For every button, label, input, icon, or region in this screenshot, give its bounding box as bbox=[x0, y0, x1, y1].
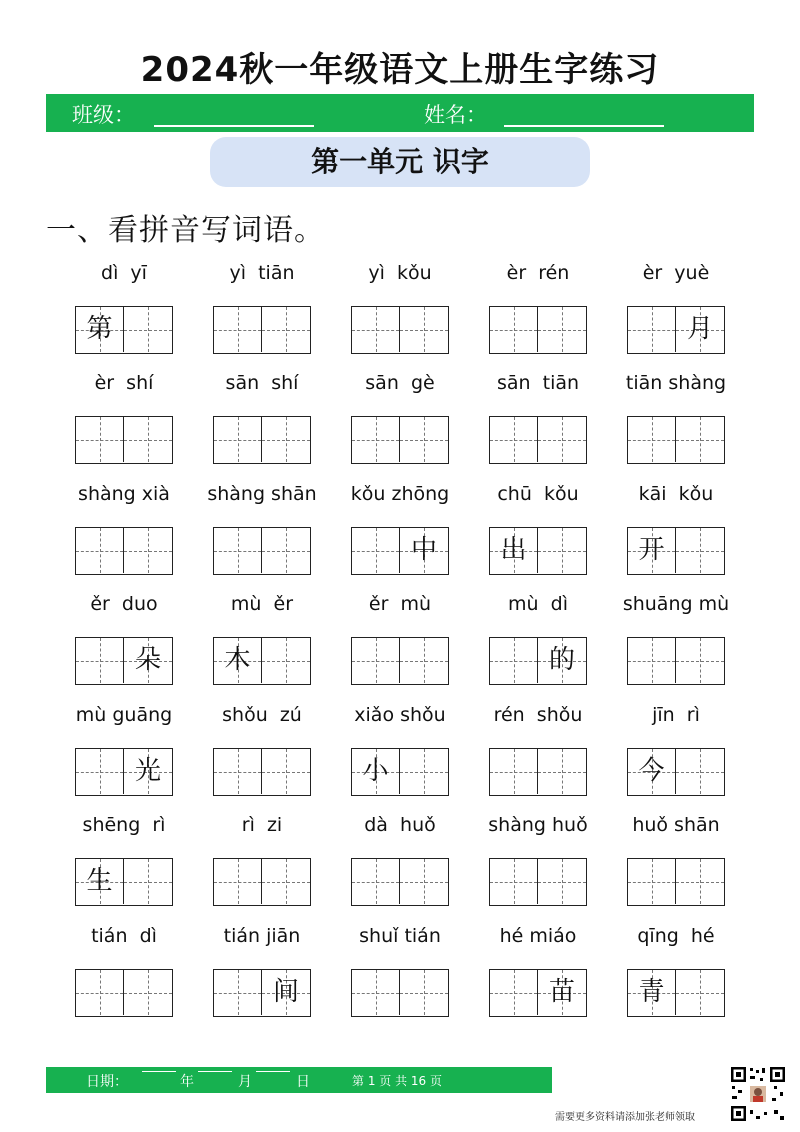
writing-box[interactable] bbox=[490, 417, 538, 462]
pinyin-label: mù guāng bbox=[75, 704, 173, 726]
day-field[interactable] bbox=[256, 1071, 290, 1072]
writing-box[interactable] bbox=[490, 859, 538, 904]
writing-box[interactable] bbox=[538, 528, 586, 573]
footer-bar bbox=[46, 1067, 552, 1093]
given-character bbox=[76, 528, 123, 573]
writing-grid bbox=[72, 262, 740, 1032]
writing-box[interactable] bbox=[352, 638, 400, 683]
writing-box[interactable] bbox=[214, 859, 262, 904]
given-character bbox=[538, 528, 586, 573]
writing-box[interactable] bbox=[538, 859, 586, 904]
given-character bbox=[676, 749, 724, 794]
word-cell bbox=[348, 372, 452, 482]
pinyin-label: sān tiān bbox=[496, 372, 580, 394]
given-character bbox=[538, 859, 586, 904]
pinyin-label: shàng huǒ bbox=[488, 814, 588, 836]
word-cell bbox=[486, 925, 590, 1035]
given-character bbox=[400, 749, 448, 794]
given-character bbox=[400, 417, 448, 462]
writing-box[interactable] bbox=[214, 307, 262, 352]
given-character bbox=[124, 417, 172, 462]
pinyin-label: dì yī bbox=[101, 262, 147, 284]
given-character bbox=[214, 307, 261, 352]
writing-box[interactable] bbox=[214, 749, 262, 794]
writing-box[interactable] bbox=[124, 638, 172, 683]
year-field[interactable] bbox=[142, 1071, 176, 1072]
writing-box[interactable] bbox=[538, 638, 586, 683]
word-cell bbox=[72, 372, 176, 482]
writing-box[interactable] bbox=[490, 749, 538, 794]
word-cell bbox=[624, 925, 728, 1035]
given-character bbox=[262, 859, 310, 904]
writing-box[interactable] bbox=[628, 749, 676, 794]
tian-grid-pair bbox=[351, 748, 449, 796]
tian-grid-pair bbox=[75, 306, 173, 354]
pinyin-label: yì kǒu bbox=[368, 262, 432, 284]
pinyin-label: huǒ shān bbox=[632, 814, 720, 836]
tian-grid-pair bbox=[213, 858, 311, 906]
writing-box[interactable] bbox=[262, 749, 310, 794]
given-character bbox=[214, 970, 261, 1015]
writing-box[interactable] bbox=[76, 749, 124, 794]
given-character bbox=[676, 638, 724, 683]
writing-box[interactable] bbox=[76, 528, 124, 573]
given-character bbox=[628, 638, 675, 683]
tian-grid-pair bbox=[213, 416, 311, 464]
writing-box[interactable] bbox=[124, 970, 172, 1015]
qr-caption: 需要更多资料请添加张老师领取 bbox=[555, 1112, 695, 1123]
tian-grid-pair bbox=[75, 637, 173, 685]
writing-box[interactable] bbox=[124, 749, 172, 794]
word-cell bbox=[486, 593, 590, 703]
writing-box[interactable] bbox=[538, 970, 586, 1015]
writing-box[interactable] bbox=[214, 638, 262, 683]
writing-box[interactable] bbox=[214, 417, 262, 462]
given-character: 出 bbox=[500, 535, 527, 565]
section-heading: 一、看拼音写词语。 bbox=[46, 213, 325, 248]
given-character: 苗 bbox=[548, 977, 575, 1007]
given-character bbox=[538, 417, 586, 462]
page-title: 2024秋一年级语文上册生字练习 bbox=[140, 50, 660, 90]
given-character bbox=[676, 417, 724, 462]
word-cell bbox=[624, 593, 728, 703]
writing-box[interactable] bbox=[76, 638, 124, 683]
word-cell bbox=[486, 483, 590, 593]
given-character bbox=[676, 528, 724, 573]
given-character bbox=[262, 638, 310, 683]
word-cell bbox=[72, 483, 176, 593]
pinyin-label: kāi kǒu bbox=[638, 483, 714, 505]
writing-box[interactable] bbox=[352, 307, 400, 352]
given-character bbox=[676, 970, 724, 1015]
word-cell bbox=[348, 704, 452, 814]
word-cell bbox=[348, 814, 452, 924]
word-cell bbox=[72, 925, 176, 1035]
pinyin-label: ěr duo bbox=[90, 593, 158, 615]
pinyin-label: kǒu zhōng bbox=[350, 483, 450, 505]
given-character bbox=[262, 528, 310, 573]
tian-grid-pair bbox=[75, 748, 173, 796]
tian-grid-pair bbox=[489, 637, 587, 685]
word-cell bbox=[72, 262, 176, 372]
pinyin-label: shēng rì bbox=[82, 814, 166, 836]
day-label: 日 bbox=[296, 1074, 310, 1090]
writing-box[interactable] bbox=[352, 859, 400, 904]
given-character: 月 bbox=[686, 314, 713, 344]
writing-box[interactable] bbox=[628, 307, 676, 352]
tian-grid-pair bbox=[213, 637, 311, 685]
writing-box[interactable] bbox=[490, 307, 538, 352]
given-character bbox=[676, 859, 724, 904]
writing-box[interactable] bbox=[628, 528, 676, 573]
pinyin-label: èr rén bbox=[506, 262, 570, 284]
writing-box[interactable] bbox=[214, 528, 262, 573]
given-character bbox=[262, 307, 310, 352]
tian-grid-pair bbox=[489, 748, 587, 796]
tian-grid-pair bbox=[627, 527, 725, 575]
writing-box[interactable] bbox=[262, 417, 310, 462]
given-character bbox=[400, 638, 448, 683]
word-cell bbox=[72, 704, 176, 814]
pinyin-label: dà huǒ bbox=[364, 814, 436, 836]
tian-grid-pair bbox=[489, 969, 587, 1017]
writing-box[interactable] bbox=[628, 859, 676, 904]
pinyin-label: mù ěr bbox=[230, 593, 294, 615]
tian-grid-pair bbox=[351, 527, 449, 575]
given-character bbox=[490, 749, 537, 794]
tian-grid-pair bbox=[351, 306, 449, 354]
given-character bbox=[214, 528, 261, 573]
tian-grid-pair bbox=[75, 416, 173, 464]
name-field[interactable] bbox=[504, 125, 664, 127]
given-character: 青 bbox=[638, 977, 665, 1007]
pinyin-label: sān shí bbox=[225, 372, 299, 394]
writing-box[interactable] bbox=[490, 970, 538, 1015]
tian-grid-pair bbox=[627, 306, 725, 354]
writing-box[interactable] bbox=[76, 417, 124, 462]
word-cell bbox=[72, 814, 176, 924]
writing-box[interactable] bbox=[76, 859, 124, 904]
tian-grid-pair bbox=[351, 637, 449, 685]
tian-grid-pair bbox=[627, 858, 725, 906]
given-character bbox=[214, 417, 261, 462]
writing-box[interactable] bbox=[352, 749, 400, 794]
writing-box[interactable] bbox=[262, 307, 310, 352]
unit-title: 第一单元 识字 bbox=[210, 137, 590, 187]
pinyin-label: èr yuè bbox=[642, 262, 710, 284]
writing-box[interactable] bbox=[400, 638, 448, 683]
given-character bbox=[538, 307, 586, 352]
writing-box[interactable] bbox=[352, 417, 400, 462]
name-label: 姓名： bbox=[424, 103, 487, 127]
word-cell bbox=[624, 372, 728, 482]
writing-box[interactable] bbox=[400, 528, 448, 573]
writing-box[interactable] bbox=[538, 749, 586, 794]
given-character bbox=[628, 859, 675, 904]
given-character bbox=[352, 970, 399, 1015]
writing-box[interactable] bbox=[400, 859, 448, 904]
tian-grid-pair bbox=[351, 416, 449, 464]
word-cell bbox=[624, 483, 728, 593]
given-character: 光 bbox=[134, 756, 161, 786]
writing-box[interactable] bbox=[538, 417, 586, 462]
tian-grid-pair bbox=[351, 969, 449, 1017]
writing-box[interactable] bbox=[124, 528, 172, 573]
tian-grid-pair bbox=[351, 858, 449, 906]
given-character bbox=[400, 307, 448, 352]
class-label: 班级： bbox=[72, 103, 135, 127]
given-character: 小 bbox=[362, 756, 389, 786]
writing-box[interactable] bbox=[352, 528, 400, 573]
given-character bbox=[262, 417, 310, 462]
pinyin-label: qīng hé bbox=[637, 925, 715, 947]
given-character bbox=[76, 970, 123, 1015]
word-cell bbox=[210, 814, 314, 924]
given-character bbox=[76, 638, 123, 683]
tian-grid-pair bbox=[489, 527, 587, 575]
writing-box[interactable] bbox=[676, 859, 724, 904]
writing-box[interactable] bbox=[76, 307, 124, 352]
tian-grid-pair bbox=[75, 527, 173, 575]
given-character bbox=[352, 417, 399, 462]
tian-grid-pair bbox=[75, 858, 173, 906]
month-field[interactable] bbox=[198, 1071, 232, 1072]
pinyin-label: sān gè bbox=[365, 372, 435, 394]
tian-grid-pair bbox=[627, 748, 725, 796]
given-character: 朵 bbox=[134, 645, 161, 675]
given-character: 间 bbox=[272, 977, 299, 1007]
writing-box[interactable] bbox=[352, 970, 400, 1015]
given-character bbox=[124, 307, 172, 352]
writing-box[interactable] bbox=[400, 749, 448, 794]
word-cell bbox=[210, 704, 314, 814]
month-label: 月 bbox=[238, 1074, 252, 1090]
given-character: 今 bbox=[638, 756, 665, 786]
pinyin-label: shǒu zú bbox=[222, 704, 302, 726]
given-character bbox=[76, 417, 123, 462]
tian-grid-pair bbox=[489, 306, 587, 354]
given-character bbox=[490, 307, 537, 352]
pinyin-label: yì tiān bbox=[229, 262, 295, 284]
given-character bbox=[124, 859, 172, 904]
word-cell bbox=[624, 814, 728, 924]
writing-box[interactable] bbox=[124, 307, 172, 352]
given-character bbox=[76, 749, 123, 794]
given-character bbox=[490, 638, 537, 683]
pinyin-label: shàng shān bbox=[207, 483, 317, 505]
word-cell bbox=[210, 925, 314, 1035]
word-cell bbox=[348, 925, 452, 1035]
word-cell bbox=[486, 704, 590, 814]
pinyin-label: èr shí bbox=[94, 372, 154, 394]
word-cell bbox=[72, 593, 176, 703]
pinyin-label: tián jiān bbox=[223, 925, 301, 947]
qr-code-icon bbox=[730, 1066, 786, 1122]
tian-grid-pair bbox=[213, 306, 311, 354]
pinyin-label: hé miáo bbox=[499, 925, 577, 947]
writing-box[interactable] bbox=[400, 970, 448, 1015]
writing-box[interactable] bbox=[676, 307, 724, 352]
pinyin-label: jīn rì bbox=[652, 704, 700, 726]
writing-box[interactable] bbox=[490, 638, 538, 683]
pinyin-label: ěr mù bbox=[368, 593, 432, 615]
word-cell bbox=[210, 372, 314, 482]
word-cell bbox=[486, 372, 590, 482]
tian-grid-pair bbox=[627, 416, 725, 464]
given-character bbox=[490, 417, 537, 462]
given-character bbox=[124, 528, 172, 573]
writing-box[interactable] bbox=[214, 970, 262, 1015]
writing-box[interactable] bbox=[262, 638, 310, 683]
page-info: 第 1 页 共 16 页 bbox=[352, 1074, 442, 1088]
tian-grid-pair bbox=[489, 416, 587, 464]
word-cell bbox=[486, 262, 590, 372]
pinyin-label: chū kǒu bbox=[497, 483, 579, 505]
writing-box[interactable] bbox=[676, 417, 724, 462]
word-cell bbox=[348, 262, 452, 372]
given-character bbox=[352, 859, 399, 904]
tian-grid-pair bbox=[75, 969, 173, 1017]
word-cell bbox=[210, 593, 314, 703]
date-label: 日期： bbox=[86, 1074, 128, 1090]
given-character bbox=[400, 970, 448, 1015]
given-character: 中 bbox=[410, 535, 437, 565]
header-bar bbox=[46, 94, 754, 132]
writing-box[interactable] bbox=[124, 859, 172, 904]
given-character bbox=[352, 528, 399, 573]
given-character: 开 bbox=[638, 535, 665, 565]
pinyin-label: rì zi bbox=[241, 814, 283, 836]
given-character bbox=[124, 970, 172, 1015]
word-cell bbox=[210, 262, 314, 372]
word-cell bbox=[348, 593, 452, 703]
pinyin-label: mù dì bbox=[508, 593, 568, 615]
word-cell bbox=[207, 483, 317, 593]
tian-grid-pair bbox=[213, 748, 311, 796]
tian-grid-pair bbox=[489, 858, 587, 906]
writing-box[interactable] bbox=[676, 970, 724, 1015]
given-character bbox=[262, 749, 310, 794]
given-character: 的 bbox=[548, 645, 575, 675]
word-cell bbox=[624, 262, 728, 372]
pinyin-label: shuāng mù bbox=[622, 593, 730, 615]
year-label: 年 bbox=[180, 1074, 194, 1090]
writing-box[interactable] bbox=[76, 970, 124, 1015]
pinyin-label: shuǐ tián bbox=[359, 925, 441, 947]
writing-box[interactable] bbox=[124, 417, 172, 462]
pinyin-label: xiǎo shǒu bbox=[354, 704, 446, 726]
writing-box[interactable] bbox=[490, 528, 538, 573]
writing-box[interactable] bbox=[628, 417, 676, 462]
given-character bbox=[538, 749, 586, 794]
tian-grid-pair bbox=[627, 637, 725, 685]
pinyin-label: tiān shàng bbox=[625, 372, 727, 394]
given-character: 第 bbox=[86, 314, 113, 344]
given-character: 生 bbox=[86, 866, 113, 896]
writing-box[interactable] bbox=[400, 307, 448, 352]
writing-box[interactable] bbox=[262, 528, 310, 573]
given-character bbox=[490, 859, 537, 904]
given-character: 木 bbox=[224, 645, 251, 675]
writing-box[interactable] bbox=[676, 638, 724, 683]
given-character bbox=[214, 749, 261, 794]
given-character bbox=[628, 307, 675, 352]
writing-box[interactable] bbox=[400, 417, 448, 462]
writing-box[interactable] bbox=[628, 638, 676, 683]
writing-box[interactable] bbox=[676, 528, 724, 573]
given-character bbox=[628, 417, 675, 462]
tian-grid-pair bbox=[213, 527, 311, 575]
tian-grid-pair bbox=[627, 969, 725, 1017]
writing-box[interactable] bbox=[676, 749, 724, 794]
pinyin-label: tián dì bbox=[91, 925, 157, 947]
given-character bbox=[352, 638, 399, 683]
writing-box[interactable] bbox=[262, 859, 310, 904]
given-character bbox=[214, 859, 261, 904]
word-cell bbox=[624, 704, 728, 814]
writing-box[interactable] bbox=[628, 970, 676, 1015]
pinyin-label: shàng xià bbox=[78, 483, 170, 505]
pinyin-label: rén shǒu bbox=[493, 704, 583, 726]
word-cell bbox=[486, 814, 590, 924]
tian-grid-pair bbox=[213, 969, 311, 1017]
writing-box[interactable] bbox=[538, 307, 586, 352]
given-character bbox=[490, 970, 537, 1015]
given-character bbox=[352, 307, 399, 352]
word-cell bbox=[348, 483, 452, 593]
class-field[interactable] bbox=[154, 125, 314, 127]
given-character bbox=[400, 859, 448, 904]
writing-box[interactable] bbox=[262, 970, 310, 1015]
